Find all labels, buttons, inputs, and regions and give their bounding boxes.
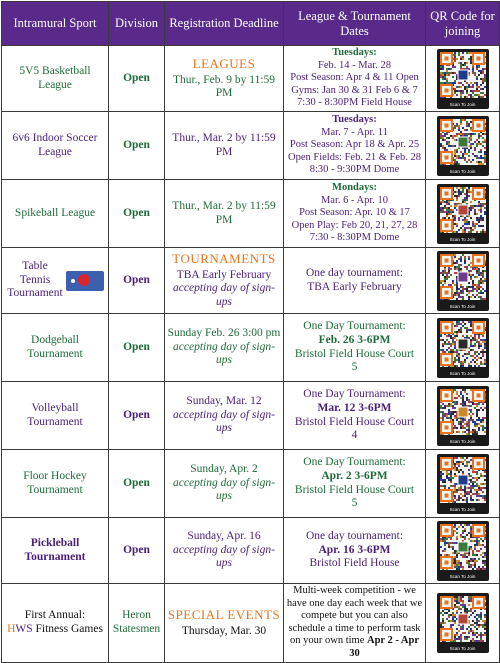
qr-cell [426,382,500,450]
header-row [2,2,500,46]
dates-time: Apr. 16 3-6PM [318,543,391,556]
dates-line: TBA Early February [307,280,402,293]
schedule-table [1,1,500,663]
division: Heron Statesmen [109,584,165,663]
sport-name: 6v6 Indoor Soccer League [2,112,109,180]
qr-cell [426,180,500,248]
dates-line: Bristol Field House Court [294,347,415,360]
deadline-cell [165,584,284,663]
qr-cell [426,450,500,518]
dates-line: One day tournament: [305,529,404,542]
division: Open [109,450,165,518]
table-row [2,450,500,518]
dates-line: Bristol Field House [309,557,400,570]
sport-name: Floor Hockey Tournament [2,450,109,518]
deadline-cell [165,518,284,584]
deadline: Thursday, Mar. 30 [181,624,267,637]
dates-line: Feb. 14 - Mar. 28 [318,59,391,71]
deadline: Sunday Feb. 26 3:00 pm [167,326,281,339]
deadline: Thur., Feb. 9 by 11:59 PM [172,73,276,100]
deadline: Thur., Mar. 2 by 11:59 PM [165,112,284,180]
sport-cell [2,248,109,314]
dates-line: Mar. 7 - Apr. 11 [321,126,388,138]
dates-line: One day tournament: [305,266,404,279]
dates-cell [284,584,426,663]
qr-code[interactable] [437,386,489,446]
ping-pong-icon [66,271,104,291]
deadline-cell [165,382,284,450]
dates-line: Post Season: Apr. 10 & 17 [299,207,410,219]
deadline-cell [165,46,284,112]
sport-name: Spikeball League [2,180,109,248]
deadline-note: accepting day of sign-ups [173,340,275,367]
qr-caption: Scan To Join [449,102,476,108]
sport-name: Volleyball Tournament [2,382,109,450]
dates-cell [284,450,426,518]
dates-line: Open Play: Feb 20, 21, 27, 28 [291,219,418,231]
qr-code[interactable] [437,116,489,176]
division: Open [109,248,165,314]
qr-caption: Scan To Join [449,439,476,445]
qr-cell [426,584,500,663]
dates-day: Mondays: [332,182,377,194]
sport-name: 5V5 Basketball League [2,46,109,112]
dates-day: Tuesdays: [332,47,377,59]
qr-cell [426,314,500,382]
division: Open [109,46,165,112]
dates-range: Apr 2 - Apr 30 [349,635,420,659]
dates-line: 7:30 - 8:30PM Dome [309,232,400,244]
qr-cell [426,248,500,314]
dates-cell [284,248,426,314]
header-deadline: Registration Deadline [165,2,284,46]
sport-ws: WS [15,622,33,635]
dates-line: 7:30 - 8:30PM Field House [297,97,412,109]
qr-code[interactable] [437,184,489,244]
sport-name [4,623,106,637]
qr-code[interactable] [437,454,489,514]
dates-line: 5 [351,361,358,374]
deadline-note: accepting day of sign-ups [173,282,275,309]
deadline-note: accepting day of sign-ups [173,543,275,570]
qr-caption: Scan To Join [449,646,476,652]
section-label-tournaments: TOURNAMENTS [172,251,276,266]
qr-code[interactable] [437,251,489,311]
header-dates: League & Tournament Dates [284,2,426,46]
section-label-special-events: SPECIAL EVENTS [167,607,281,623]
division: Open [109,518,165,584]
deadline-cell [165,248,284,314]
dates-line: Gyms: Jan 30 & 31 Feb 6 & 7 [291,84,418,96]
table-row [2,584,500,663]
division: Open [109,180,165,248]
dates-day: Tuesdays: [332,114,377,126]
dates-cell [284,112,426,180]
table-row [2,112,500,180]
header-qr: QR Code for joining [426,2,500,46]
table-row [2,314,500,382]
table-row [2,46,500,112]
dates-line: Bristol Field House Court [294,483,415,496]
deadline-cell [165,450,284,518]
dates-line: Bristol Field House Court [294,415,415,428]
deadline: Thur., Mar. 2 by 11:59 PM [165,180,284,248]
qr-caption: Scan To Join [449,574,476,580]
table-row [2,180,500,248]
dates-time: Mar. 12 3-6PM [317,401,392,414]
sport-rest: Fitness Games [32,622,103,635]
dates-line: Mar. 6 - Apr. 10 [320,194,389,206]
deadline: Sunday, Apr. 2 [190,462,258,475]
division: Open [109,112,165,180]
dates-cell [284,314,426,382]
dates-time: Feb. 26 3-6PM [318,333,391,346]
table-row [2,382,500,450]
dates-time: Apr. 2 3-6PM [321,469,388,482]
dates-line: Post Season: Apr 4 & 11 Open [290,72,419,84]
sport-prefix: First Annual: [24,608,86,621]
division: Open [109,382,165,450]
sport-h: H [7,622,16,635]
dates-cell [284,180,426,248]
table-row [2,248,500,314]
dates-line: 8:30 - 9:30PM Dome [309,164,400,176]
qr-cell [426,46,500,112]
dates-line: Post Season: Apr 18 & Apr. 25 [289,139,420,151]
qr-code[interactable] [437,521,489,581]
qr-caption: Scan To Join [449,371,476,377]
dates-cell [284,382,426,450]
dates-cell [284,518,426,584]
dates-line: Open Fields: Feb. 21 & Feb. 28 [288,151,421,163]
qr-code[interactable] [437,593,489,653]
dates-cell [284,46,426,112]
dates-line: One Day Tournament: [303,319,406,332]
deadline: Sunday, Apr. 16 [187,529,261,542]
sport-name: Pickleball Tournament [2,518,109,584]
qr-caption: Scan To Join [449,304,476,310]
table-row [2,518,500,584]
qr-cell [426,518,500,584]
header-division: Division [109,2,165,46]
deadline-note: accepting day of sign-ups [173,408,275,435]
dates-line: One Day Tournament: [303,387,406,400]
dates-line: 5 [351,497,358,510]
section-label-leagues: LEAGUES [192,55,256,71]
sport-cell [2,584,109,663]
dates-line: 4 [351,429,358,442]
deadline: Sunday, Mar. 12 [186,394,262,407]
division: Open [109,314,165,382]
sport-name: Dodgeball Tournament [2,314,109,382]
qr-caption: Scan To Join [449,169,476,175]
sport-name: Table Tennis Tournament [7,259,63,300]
qr-caption: Scan To Join [449,237,476,243]
deadline: TBA Early February [176,268,272,281]
dates-line: One Day Tournament: [303,455,406,468]
deadline-cell [165,314,284,382]
qr-caption: Scan To Join [449,507,476,513]
deadline-note: accepting day of sign-ups [173,476,275,503]
qr-code[interactable] [437,318,489,378]
header-sport: Intramural Sport [2,2,109,46]
dates-text: Multi-week competition - we have one day each week that we compete but you can also schedule a time to perform task on your own time [286,585,423,647]
qr-code[interactable] [437,49,489,109]
qr-cell [426,112,500,180]
